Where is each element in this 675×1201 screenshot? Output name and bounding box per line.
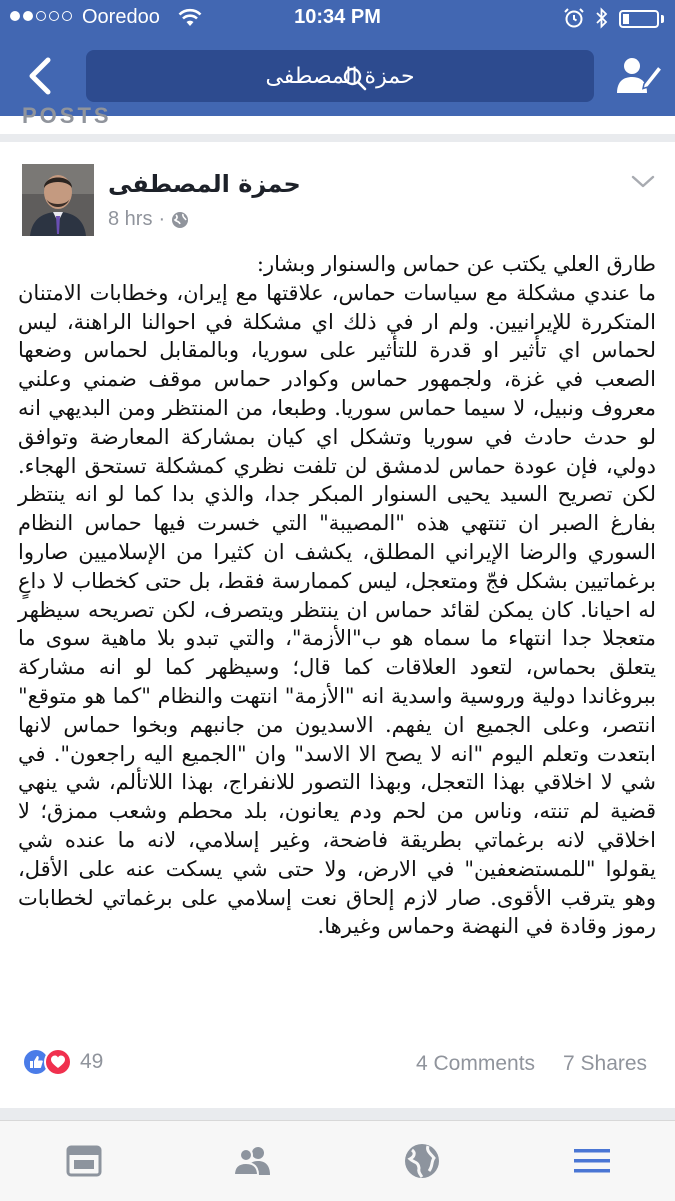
post-time[interactable]: 8 hrs	[108, 208, 153, 230]
carrier-name: Ooredoo	[82, 6, 160, 28]
post-paragraph: ما عندي مشكلة مع سياسات حماس، علاقتها مع إيران، وخطابات الامتنان المتكررة للإيرانيين. ولم ار في ذلك اي مشكلة في احوالنا الراهنة، ليس لحماس اي تأثير او قدرة للتأثير على سوريا، وبالمقابل لحماس وضعها الصعب في غزة، ولجمهور حماس وكوادر حماس موقف ضمني وعلني معروف ونبيل، لا سيما حماس سوريا. وطبعا، من المنتظر ومن البديهي انه لو حدث حادث في سوريا وتشكل اي كيان بمشاركة المعارضة وتوافق دولي، فإن عودة حماس لدمشق لن تلفت نظري كمشكلة تستحق الهجاء. لكن تصريح السيد يحيى السنوار المبكر جدا، والذي بدا كما لو انه ينتظر بفارغ الصبر ان تنتهي هذه "المصيبة" التي خسرت فيها حماس النظام السوري والرضا الإيراني المطلق، يكشف ان كثيرا من الإسلاميين صاروا برغماتيين بشكل فجّ ومتعجل، ليس كممارسة فقط، بل حتى كخطاب لا داعٍ له احيانا. كان يمكن لقائد حماس ان ينتظر ويتصرف، لكن تصريحه سيظهر متعجلا جدا انتهاء ما سماه هو ب"الأزمة"، والتي تبدو بلا ماهية سوى ما يتعلق بحماس، لتعود العلاقات كما قال؛ وسيظهر كما لو انه مشاركة ببروغاندا دولية وروسية واسدية انه "الأزمة" انتهت والنظام "كما هو متوقع" انتصر، وعلى الجميع ان يفهم. الاسديون من جانبهم وبخوا حماس لانها ابتعدت وتعلم اليوم "انه لا يصح الا الاسد" وان "الجميع اليه راجعون". في شي لا اخلاقي بهذا التعجل، وبهذا التصور للانفراج، بهذا اللاتألم، شي ينهي قضية لم تنته، وناس من لحم ودم يعانون، بلد محطم وشعب ممزق؛ لا اخلاقي لانه برغماتي بطريقة فاضحة، وغير إسلامي، لانه ما عنده شي يقولوا "للمستضعفين" في الارض، ولا حتى شي يسكت عنه على الأقل، وهو يترقب الأقوى. صار لازم إلحاق نعت إسلامي على برغماتي لخطابات رموز وقادة في النهضة وحماس وغيرها.	[18, 280, 656, 939]
post-body	[18, 250, 656, 941]
wifi-icon	[178, 7, 202, 27]
top-bar	[0, 0, 675, 116]
bluetooth-icon	[594, 6, 610, 30]
separator-dot: ·	[158, 208, 166, 230]
search-bar[interactable]	[86, 50, 594, 102]
status-bar	[0, 0, 675, 36]
reactions-count: 49	[80, 1050, 104, 1073]
reactions-summary[interactable]	[22, 1048, 103, 1076]
news-feed-tab-icon[interactable]	[64, 1141, 104, 1181]
globe-notifications-tab-icon[interactable]	[402, 1141, 442, 1181]
alarm-icon	[563, 7, 585, 29]
signal-strength-icon	[10, 11, 72, 21]
love-icon	[44, 1048, 72, 1076]
battery-icon	[619, 10, 659, 28]
edit-profile-icon[interactable]	[614, 55, 664, 95]
chevron-down-icon[interactable]	[630, 172, 656, 190]
friends-tab-icon[interactable]	[232, 1141, 272, 1181]
avatar[interactable]	[22, 164, 94, 236]
avatar-photo	[22, 164, 94, 236]
post-author[interactable]: حمزة المصطفى	[108, 170, 301, 198]
post-meta	[108, 208, 189, 231]
menu-tab-icon[interactable]	[572, 1141, 612, 1181]
clock: 10:34 PM	[294, 6, 381, 28]
section-header	[0, 103, 675, 134]
search-query: حمزة المصطفى	[265, 64, 415, 89]
back-button[interactable]	[22, 54, 58, 98]
shares-count[interactable]: 7 Shares	[563, 1052, 648, 1075]
post-card	[0, 142, 675, 1108]
comments-count[interactable]: 4 Comments	[416, 1052, 536, 1075]
bottom-tab-bar	[0, 1120, 675, 1201]
globe-icon	[171, 211, 189, 229]
section-label: POSTS	[22, 103, 112, 128]
post-paragraph: طارق العلي يكتب عن حماس والسنوار وبشار:	[256, 252, 656, 276]
